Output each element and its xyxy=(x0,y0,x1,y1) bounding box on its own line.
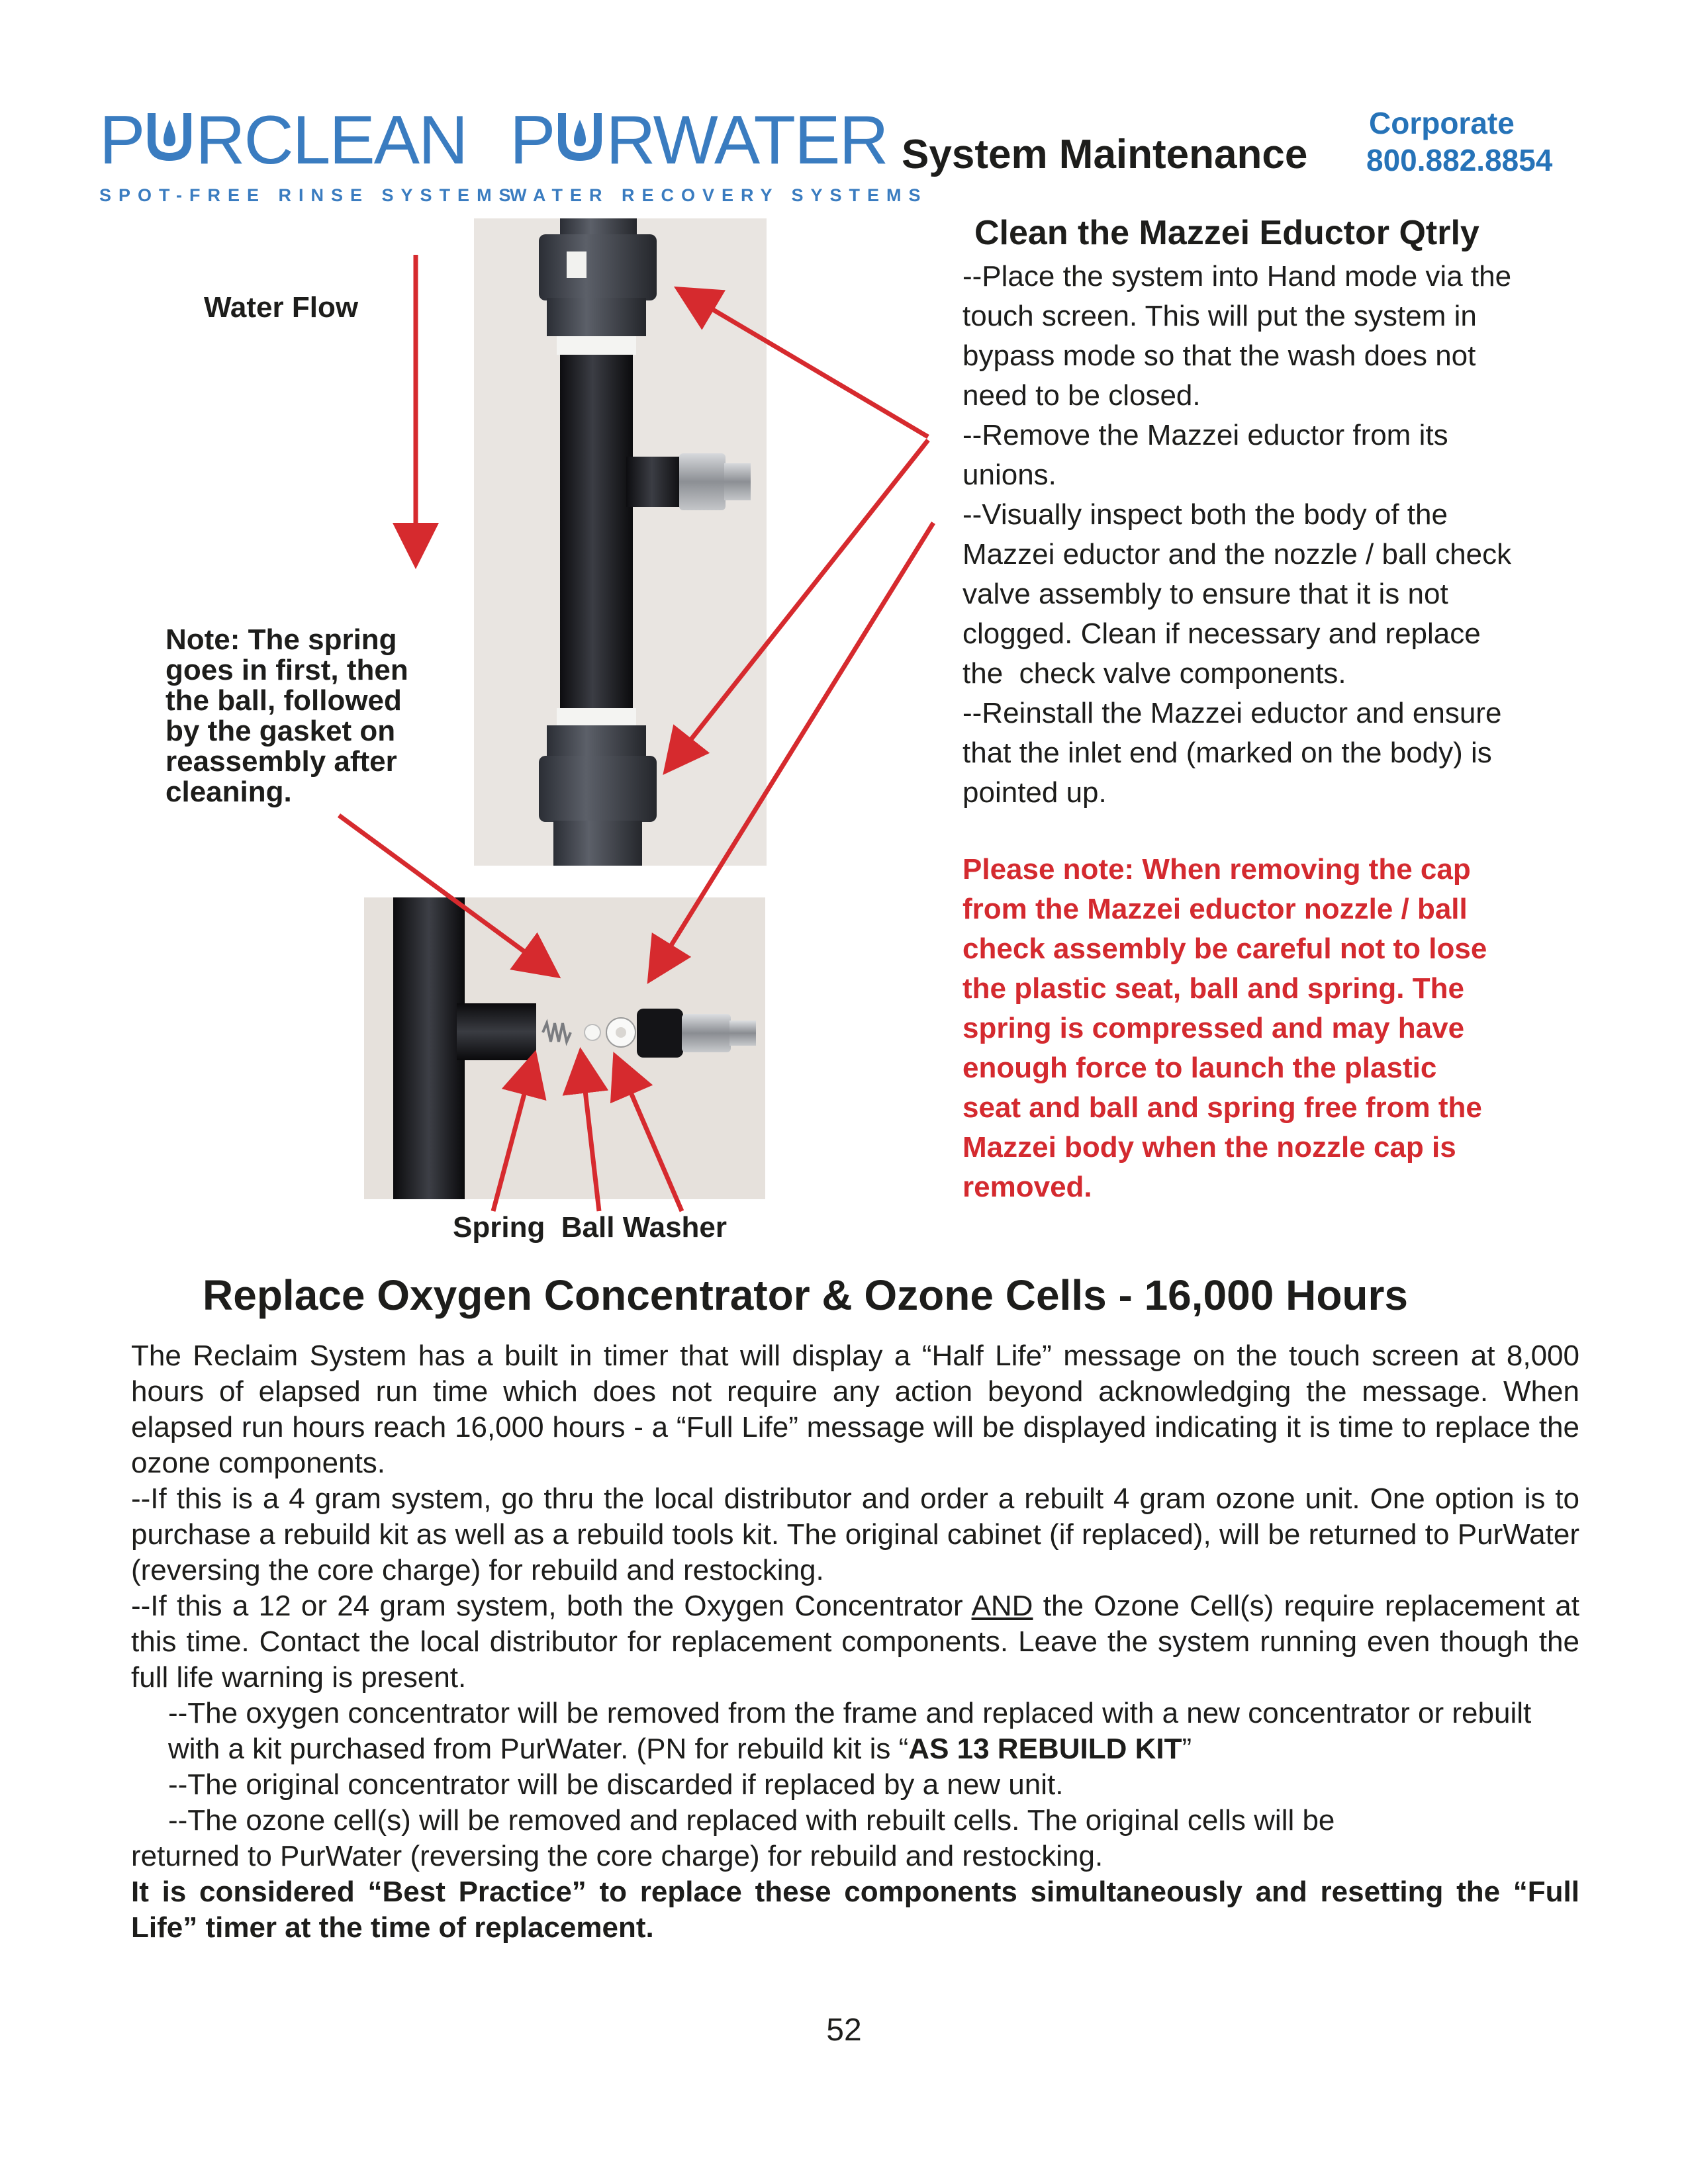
note-line: Note: The spring xyxy=(165,623,397,656)
paragraph-ozone-cells-cont: returned to PurWater (reversing the core charge) for rebuild and restocking. xyxy=(131,1840,1103,1872)
warning-line: the plastic seat, ball and spring. The xyxy=(962,972,1464,1005)
note-line: reassembly after xyxy=(165,745,397,778)
paragraph-12-24gram xyxy=(131,1588,1579,1696)
step-line: need to be closed. xyxy=(962,379,1201,412)
and-emphasis: AND xyxy=(971,1590,1033,1622)
step-line: unions. xyxy=(962,459,1056,491)
paragraph-4gram: --If this is a 4 gram system, go thru the local distributor and order a rebuilt 4 gram ozone unit. One option is to purchase a rebuild kit as well as a rebuild tools kit. The original cabinet (if replaced), will be returned to PurWater (reversing the core charge) for rebuild and restocking. xyxy=(131,1482,1579,1586)
warning-line: spring is compressed and may have xyxy=(962,1012,1465,1044)
corporate-label: Corporate xyxy=(1369,106,1515,140)
note-line: goes in first, then xyxy=(165,654,408,686)
step-line: the check valve components. xyxy=(962,657,1346,690)
note-line: the ball, followed xyxy=(165,684,402,717)
logo-letter: P xyxy=(510,102,555,179)
step-line: that the inlet end (marked on the body) is xyxy=(962,737,1492,769)
page-title: System Maintenance xyxy=(902,132,1308,177)
eductor-section-title: Clean the Mazzei Eductor Qtrly xyxy=(974,214,1479,252)
eductor-photo xyxy=(474,218,767,866)
text-run: the Ozone Cell(s) require replacement at this time. Contact the local distributor for replacement components. Leave the system running even though the full life warning is present. xyxy=(131,1590,1579,1694)
logo-word: RCLEAN xyxy=(195,102,467,179)
note-line: cleaning. xyxy=(165,776,292,808)
warning-line: enough force to launch the plastic xyxy=(962,1052,1437,1084)
step-line: touch screen. This will put the system in xyxy=(962,300,1477,332)
water-drop-icon xyxy=(144,106,195,159)
warning-line: check assembly be careful not to lose xyxy=(962,933,1487,965)
step-line: clogged. Clean if necessary and replace xyxy=(962,617,1481,650)
step-line: --Remove the Mazzei eductor from its xyxy=(962,419,1448,451)
warning-line: removed. xyxy=(962,1171,1092,1203)
oxygen-section-title: Replace Oxygen Concentrator & Ozone Cells - 16,000 Hours xyxy=(203,1271,1408,1319)
purwater-tagline: WATER RECOVERY SYSTEMS xyxy=(510,185,928,205)
water-drop-icon xyxy=(554,106,606,159)
step-line: pointed up. xyxy=(962,776,1107,809)
warning-line: Please note: When removing the cap xyxy=(962,853,1471,886)
note-line: by the gasket on xyxy=(165,715,396,747)
text-run: ” xyxy=(1182,1733,1192,1765)
warning-line: Mazzei body when the nozzle cap is xyxy=(962,1131,1456,1163)
paragraph-concentrator xyxy=(131,1696,1579,1767)
step-line: --Reinstall the Mazzei eductor and ensure xyxy=(962,697,1502,729)
spring-assembly-note xyxy=(165,625,408,807)
kit-part-number: AS 13 REBUILD KIT xyxy=(908,1733,1182,1765)
page-number: 52 xyxy=(826,2013,862,2048)
warning-line: from the Mazzei eductor nozzle / ball xyxy=(962,893,1468,925)
nozzle-parts-photo xyxy=(364,897,765,1199)
purclean-tagline: SPOT-FREE RINSE SYSTEMS xyxy=(99,185,518,205)
purclean-logo xyxy=(99,102,518,206)
water-flow-label: Water Flow xyxy=(204,291,359,324)
oxygen-section-body xyxy=(131,1338,1579,1946)
paragraph-ozone-cells: --The ozone cell(s) will be removed and replaced with rebuilt cells. The original cells will be xyxy=(168,1804,1335,1837)
best-practice-note: It is considered “Best Practice” to replace these components simultaneously and resetting the “Full Life” timer at the time of replacement. xyxy=(131,1876,1579,1944)
logo-letter: P xyxy=(99,102,144,179)
warning-note xyxy=(962,850,1624,1207)
paragraph-discard: --The original concentrator will be discarded if replaced by a new unit. xyxy=(168,1768,1064,1801)
corporate-contact xyxy=(1366,105,1552,179)
corporate-phone: 800.882.8854 xyxy=(1366,143,1553,177)
warning-line: seat and ball and spring free from the xyxy=(962,1091,1482,1124)
text-run: --If this a 12 or 24 gram system, both the Oxygen Concentrator xyxy=(131,1590,972,1622)
parts-label: Spring Ball Washer xyxy=(453,1211,727,1244)
paragraph-timer: The Reclaim System has a built in timer that will display a “Half Life” message on the touch screen at 8,000 hours of elapsed run time which does not require any action beyond acknowledging the message. When elapsed run hours reach 16,000 hours - a “Full Life” message will be displayed indicating it is time to replace the ozone components. xyxy=(131,1340,1579,1479)
logo-word: RWATER xyxy=(606,102,888,179)
text-run: --The oxygen concentrator will be removed from the frame and replaced with a new concentrator or rebuilt with a kit purchased from PurWater. (PN for rebuild kit is “ xyxy=(168,1697,1532,1765)
step-line: bypass mode so that the wash does not xyxy=(962,340,1476,372)
step-line: valve assembly to ensure that it is not xyxy=(962,578,1448,610)
eductor-steps xyxy=(962,257,1624,813)
purwater-logo xyxy=(510,102,928,206)
step-line: --Visually inspect both the body of the xyxy=(962,498,1448,531)
step-line: --Place the system into Hand mode via the xyxy=(962,260,1512,293)
step-line: Mazzei eductor and the nozzle / ball check xyxy=(962,538,1512,570)
